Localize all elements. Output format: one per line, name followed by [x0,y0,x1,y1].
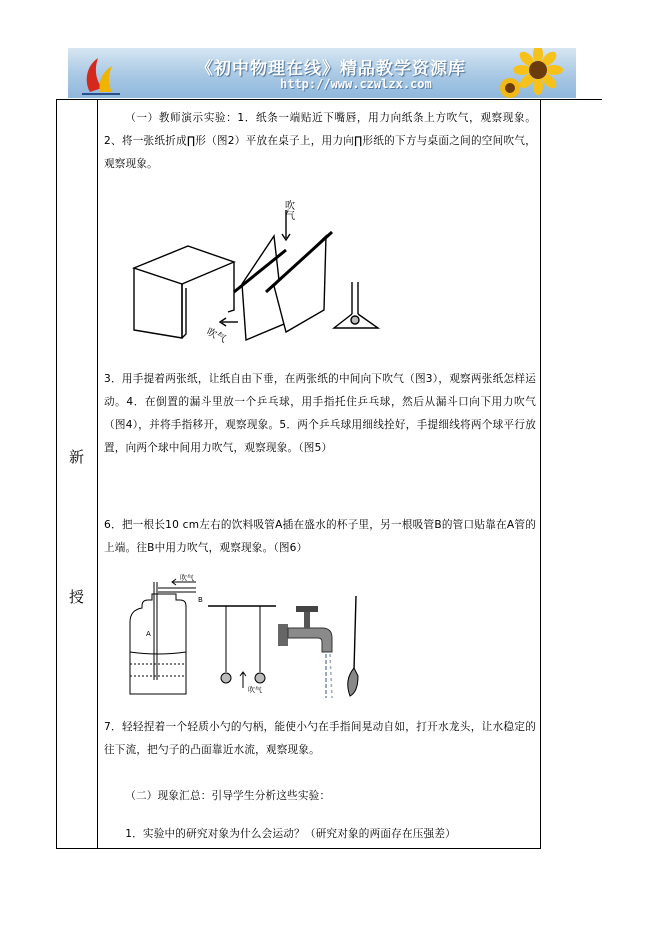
figure-label-blow-side: 吹气 [204,326,228,346]
site-logo-icon [76,52,126,96]
header-banner [68,48,576,98]
paragraph-demo-7: 7．轻轻捏着一个轻质小勺的勺柄，能使小勺在手指间晃动自如，打开水龙头，让水稳定的往下流，把勺子的凸面靠近水流，观察现象。 [104,721,536,756]
table-column-divider [97,99,98,849]
ping-pong-ball [351,316,359,324]
spoon-icon [348,596,358,696]
faucet-icon [278,606,332,698]
figure-label-blow-down: 吹气 [282,200,294,220]
folded-paper-shape [134,246,234,284]
water-bottle [130,594,186,694]
sunflower-icon [496,48,576,98]
figure-label-tube-blow: 吹气 [180,574,194,582]
banner-title: 《初中物理在线》精品教学资源库 [196,59,466,79]
figure-paper-sheets-funnel [126,190,396,350]
ping-pong-ball-left [221,673,231,683]
paragraph-demo-1-2: （一）教师演示实验：1．纸条一端贴近下嘴唇，用力向纸条上方吹气，观察现象。2、将一张纸折成∏形（图2）平放在桌子上，用力向∏形纸的下方与桌面之间的空间吹气，观察现象。 [104,112,536,170]
figure-label-balls-blow: 吹气 [248,686,262,694]
paragraph-demo-6: 6．把一根长10 cm左右的饮料吸管A插在盛水的杯子里，另一根吸管B的管口贴靠在A管的上端。往B中用力吹气，观察现象。（图6） [104,519,536,554]
hanging-sheet-right [274,236,326,332]
side-label-xin: 新 [68,448,84,466]
paragraph-question-1: 1．实验中的研究对象为什么会运动？（研究对象的两面存在压强差） [125,828,456,840]
paragraph-summary-heading: （二）现象汇总：引导学生分析这些实验： [125,790,331,802]
ping-pong-ball-right [255,673,265,683]
side-label-shou: 授 [68,588,84,606]
figure-straw-balls-faucet [122,572,372,702]
figure-label-tube-a: A [146,630,151,638]
banner-url[interactable]: http://www.czwlzx.com [280,77,432,91]
paragraph-demo-3-5: 3．用手提着两张纸，让纸自由下垂，在两张纸的中间向下吹气（图3），观察两张纸怎样运动。4．在倒置的漏斗里放一个乒乓球，用手指托住乒乓球，然后从漏斗口向下用力吹气（图4），并将手指移开，观察现象。5．两个乒乓球用细线拴好，手提细线将两个球平行放置，向两个球中间用力吹气，观察现象。（图5） [104,373,536,454]
figure-label-tube-b: B [198,596,203,604]
